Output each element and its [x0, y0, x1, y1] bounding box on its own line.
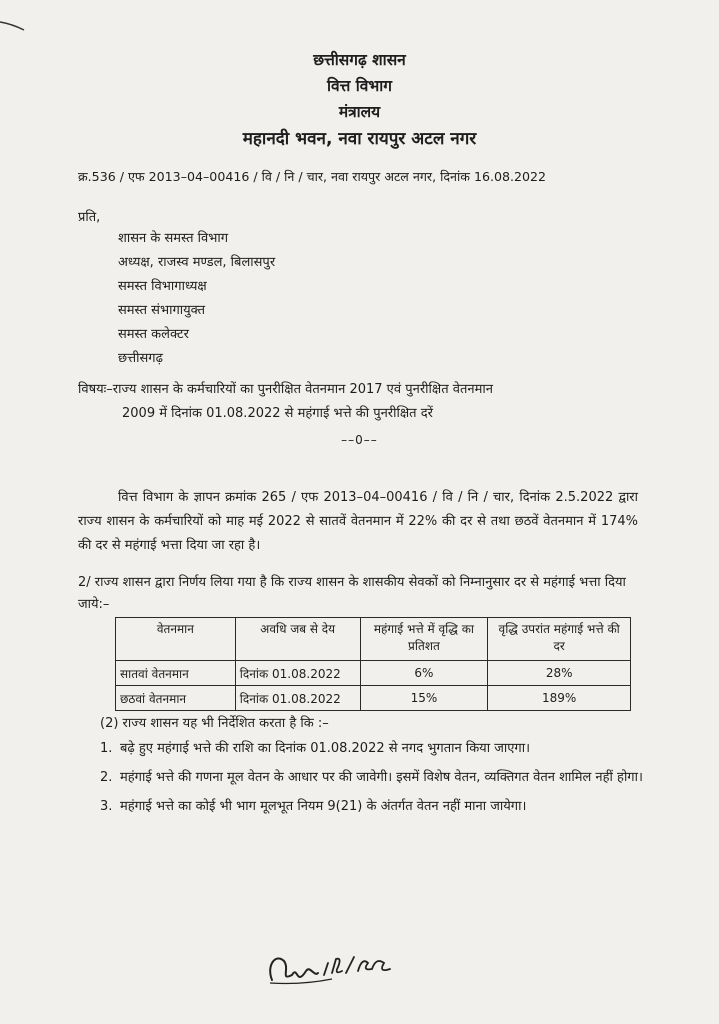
list-number: 1.	[100, 741, 113, 756]
sub-heading-directions: (2) राज्य शासन यह भी निर्देशित करता है कि :–	[100, 716, 329, 731]
paragraph-memo-reference	[78, 486, 638, 558]
table-cell: दिनांक 01.08.2022	[235, 661, 360, 686]
to-label: प्रति,	[78, 210, 101, 225]
pen-stroke-mark	[0, 18, 26, 32]
paragraph-decision: 2/ राज्य शासन द्वारा निर्णय लिया गया है कि राज्य शासन के शासकीय सेवकों को निम्नानुसार दर से महंगाई भत्ता दिया जाये:–	[78, 575, 626, 612]
list-item	[100, 796, 645, 818]
subject	[78, 378, 638, 426]
header-state: छत्तीसगढ़ शासन	[313, 51, 406, 69]
list-number: 2.	[100, 770, 113, 785]
table-header-cell: अवधि जब से देय	[235, 618, 360, 661]
list-item	[100, 767, 645, 789]
subject-line-1: विषयः–राज्य शासन के कर्मचारियों का पुनरीक्षित वेतनमान 2017 एवं पुनरीक्षित वेतनमान	[78, 382, 493, 397]
recipient-item: समस्त विभागाध्यक्ष	[118, 279, 207, 294]
list-number: 3.	[100, 799, 113, 814]
table-cell: 6%	[360, 661, 488, 686]
table-header-row	[116, 618, 631, 661]
da-rate-table	[115, 617, 631, 711]
recipient-item: समस्त संभागायुक्त	[118, 303, 206, 318]
recipient-item: शासन के समस्त विभाग	[118, 231, 229, 246]
header-address: महानदी भवन, नवा रायपुर अटल नगर	[242, 129, 477, 149]
table-header-cell: वृद्धि उपरांत महंगाई भत्ते की दर	[488, 618, 631, 661]
table-cell: सातवां वेतनमान	[116, 661, 236, 686]
list-text: महंगाई भत्ते का कोई भी भाग मूलभूत नियम 9(21) के अंतर्गत वेतन नहीं माना जायेगा।	[120, 799, 527, 814]
header-ministry: मंत्रालय	[338, 103, 381, 121]
list-item	[100, 738, 645, 760]
table-cell: 28%	[488, 661, 631, 686]
table-header-cell: महंगाई भत्ते में वृद्धि का प्रतिशत	[360, 618, 488, 661]
table-cell: 189%	[488, 686, 631, 711]
recipient-list	[118, 227, 275, 371]
recipient-item: छत्तीसगढ़	[118, 351, 163, 366]
reference-number: क्र.536 / एफ 2013–04–00416 / वि / नि / चार, नवा रायपुर अटल नगर, दिनांक 16.08.2022	[78, 169, 547, 184]
table-cell: छठवां वेतनमान	[116, 686, 236, 711]
table-cell: दिनांक 01.08.2022	[235, 686, 360, 711]
recipient-item: समस्त कलेक्टर	[118, 327, 189, 342]
table-header-cell: वेतनमान	[116, 618, 236, 661]
list-text: बढ़े हुए महंगाई भत्ते की राशि का दिनांक 01.08.2022 से नगद भुगतान किया जाएगा।	[120, 741, 531, 756]
header-department: वित्त विभाग	[326, 77, 392, 95]
list-text: महंगाई भत्ते की गणना मूल वेतन के आधार पर की जावेगी। इसमें विशेष वेतन, व्यक्तिगत वेतन शामिल नहीं होगा।	[120, 770, 643, 785]
table-row	[116, 661, 631, 686]
directions-list	[100, 738, 645, 825]
table-row	[116, 686, 631, 711]
subject-line-2: 2009 में दिनांक 01.08.2022 से महंगाई भत्ते की पुनरीक्षित दरें	[122, 406, 433, 421]
handwritten-signature	[262, 935, 402, 995]
table-cell: 15%	[360, 686, 488, 711]
recipient-item: अध्यक्ष, राजस्व मण्डल, बिलासपुर	[118, 255, 276, 270]
paragraph-1-text: वित्त विभाग के ज्ञापन क्रमांक 265 / एफ 2013–04–00416 / वि / नि / चार, दिनांक 2.5.2022 द्वारा राज्य शासन के कर्मचारियों को माह मई 2022 से सातवें वेतनमान में 22% की दर से तथा छठवें वेतनमान में 174% की दर से महंगाई भत्ता दिया जा रहा है।	[78, 490, 638, 553]
separator: ––0––	[341, 433, 378, 447]
